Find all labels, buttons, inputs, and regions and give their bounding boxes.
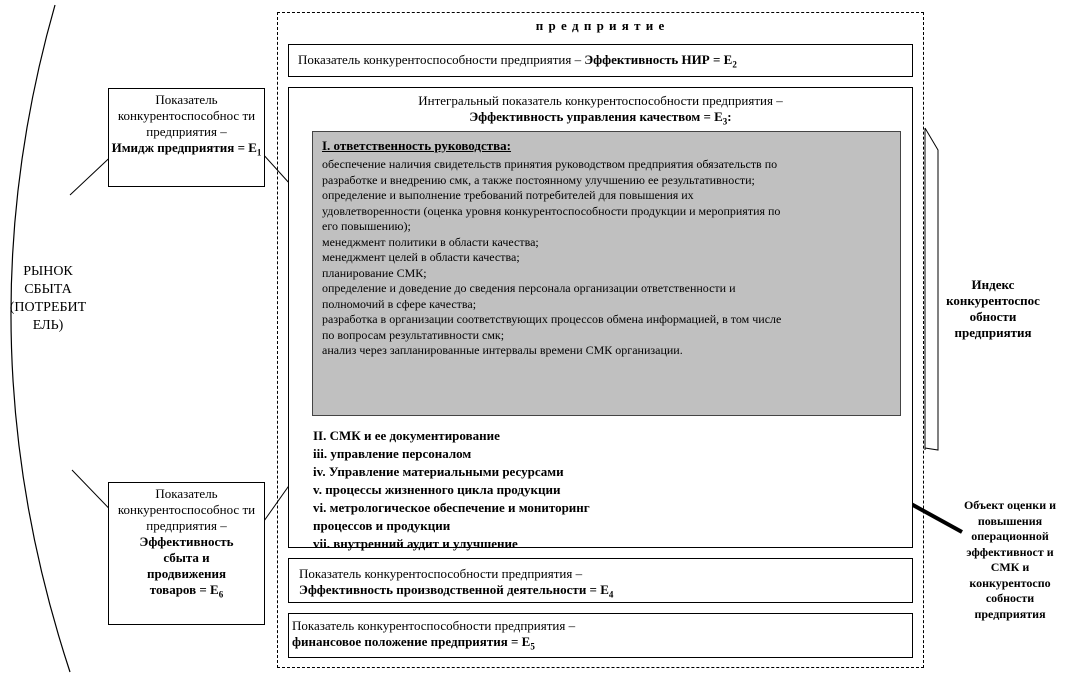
enterprise-title: п р е д п р и я т и е bbox=[535, 18, 666, 33]
e4-line1: Показатель конкурентоспособности предприятия – bbox=[299, 566, 583, 581]
market-label: РЫНОК СБЫТА (ПОТРЕБИТ ЕЛЬ) bbox=[9, 264, 87, 333]
e4-sub: 4 bbox=[608, 589, 614, 600]
e1-image-box bbox=[108, 88, 265, 187]
list-item: менеджмент целей в области качества; bbox=[322, 250, 520, 264]
list-item: полномочий в сфере качества; bbox=[322, 296, 477, 311]
list-item: менеджмент политики в области качества; bbox=[322, 234, 539, 249]
e1-text: Показатель конкурентоспособнос ти предприятия – bbox=[117, 92, 256, 139]
object-label: Объект оценки и повышения операционной эффективност и СМК и конкурентоспо собности предприятия bbox=[963, 498, 1057, 621]
e3-suffix: : bbox=[727, 109, 732, 124]
e2-prefix: Показатель конкурентоспособности предприятия – bbox=[298, 52, 585, 67]
responsibility-list bbox=[322, 157, 900, 359]
e5-sub: 5 bbox=[530, 641, 535, 652]
e6-sub: 6 bbox=[218, 589, 224, 600]
list-item: разработке и внедрению смк, а также постоянному улучшению ее результативности; bbox=[322, 172, 755, 187]
list-item: vii. внутренний аудит и улучшение bbox=[313, 536, 518, 551]
list-item: удовлетворенности (оценка уровня конкурентоспособности продукции и мероприятия по bbox=[322, 203, 781, 218]
e3-sub: 3 bbox=[722, 116, 728, 127]
e4-indicator-box bbox=[288, 558, 913, 603]
e6-sales-box bbox=[108, 482, 265, 625]
list-item: процессов и продукции bbox=[313, 518, 451, 533]
list-item: анализ через запланированные интервалы времени СМК организации. bbox=[322, 343, 683, 357]
list-item: обеспечение наличия свидетельств принятия руководством предприятия обязательств по bbox=[322, 157, 778, 171]
qms-items-list bbox=[313, 427, 763, 553]
e1-sub: 1 bbox=[256, 147, 262, 158]
list-item: iii. управление персоналом bbox=[313, 446, 472, 461]
index-label: Индекс конкурентоспос обности предприятия bbox=[946, 277, 1040, 340]
e2-sub: 2 bbox=[732, 59, 737, 70]
responsibility-heading: I. ответственность руководства: bbox=[322, 138, 512, 153]
e2-indicator-box bbox=[288, 44, 913, 77]
e1-bold: Имидж предприятия = Е bbox=[111, 140, 257, 155]
index-bracket bbox=[925, 128, 938, 450]
e5-indicator-box bbox=[288, 613, 913, 658]
list-item: iv. Управление материальными ресурсами bbox=[313, 464, 564, 479]
e3-bold: Эффективность управления качеством = Е bbox=[469, 109, 723, 124]
list-item: его повышению); bbox=[322, 219, 411, 233]
market-bracket bbox=[11, 5, 70, 672]
list-item: по вопросам результативности смк; bbox=[322, 327, 505, 342]
e5-bold: финансовое положение предприятия = Е bbox=[292, 634, 531, 649]
list-item: II. СМК и ее документирование bbox=[313, 428, 500, 443]
e4-bold: Эффективность производственной деятельности = Е bbox=[299, 582, 609, 597]
e3-title-line1: Интегральный показатель конкурентоспособности предприятия – bbox=[418, 93, 783, 108]
list-item: vi. метрологическое обеспечение и мониторинг bbox=[313, 500, 590, 515]
e6-bold: Эффективность сбыта и продвижения товаров = Е bbox=[139, 534, 234, 597]
list-item: определение и выполнение требований потребителей для повышения их bbox=[322, 188, 694, 202]
e2-bold: Эффективность НИР = Е bbox=[584, 52, 733, 67]
responsibility-box bbox=[312, 131, 901, 416]
list-item: планирование СМК; bbox=[322, 265, 427, 280]
e5-line1: Показатель конкурентоспособности предприятия – bbox=[292, 618, 576, 633]
list-item: v. процессы жизненного цикла продукции bbox=[313, 482, 561, 497]
list-item: разработка в организации соответствующих процессов обмена информацией, в том числе bbox=[322, 312, 782, 326]
list-item: определение и доведение до сведения персонала организации ответственности и bbox=[322, 281, 736, 295]
e3-title-line2 bbox=[288, 109, 913, 130]
e6-text: Показатель конкурентоспособнос ти предприятия – bbox=[117, 486, 256, 533]
